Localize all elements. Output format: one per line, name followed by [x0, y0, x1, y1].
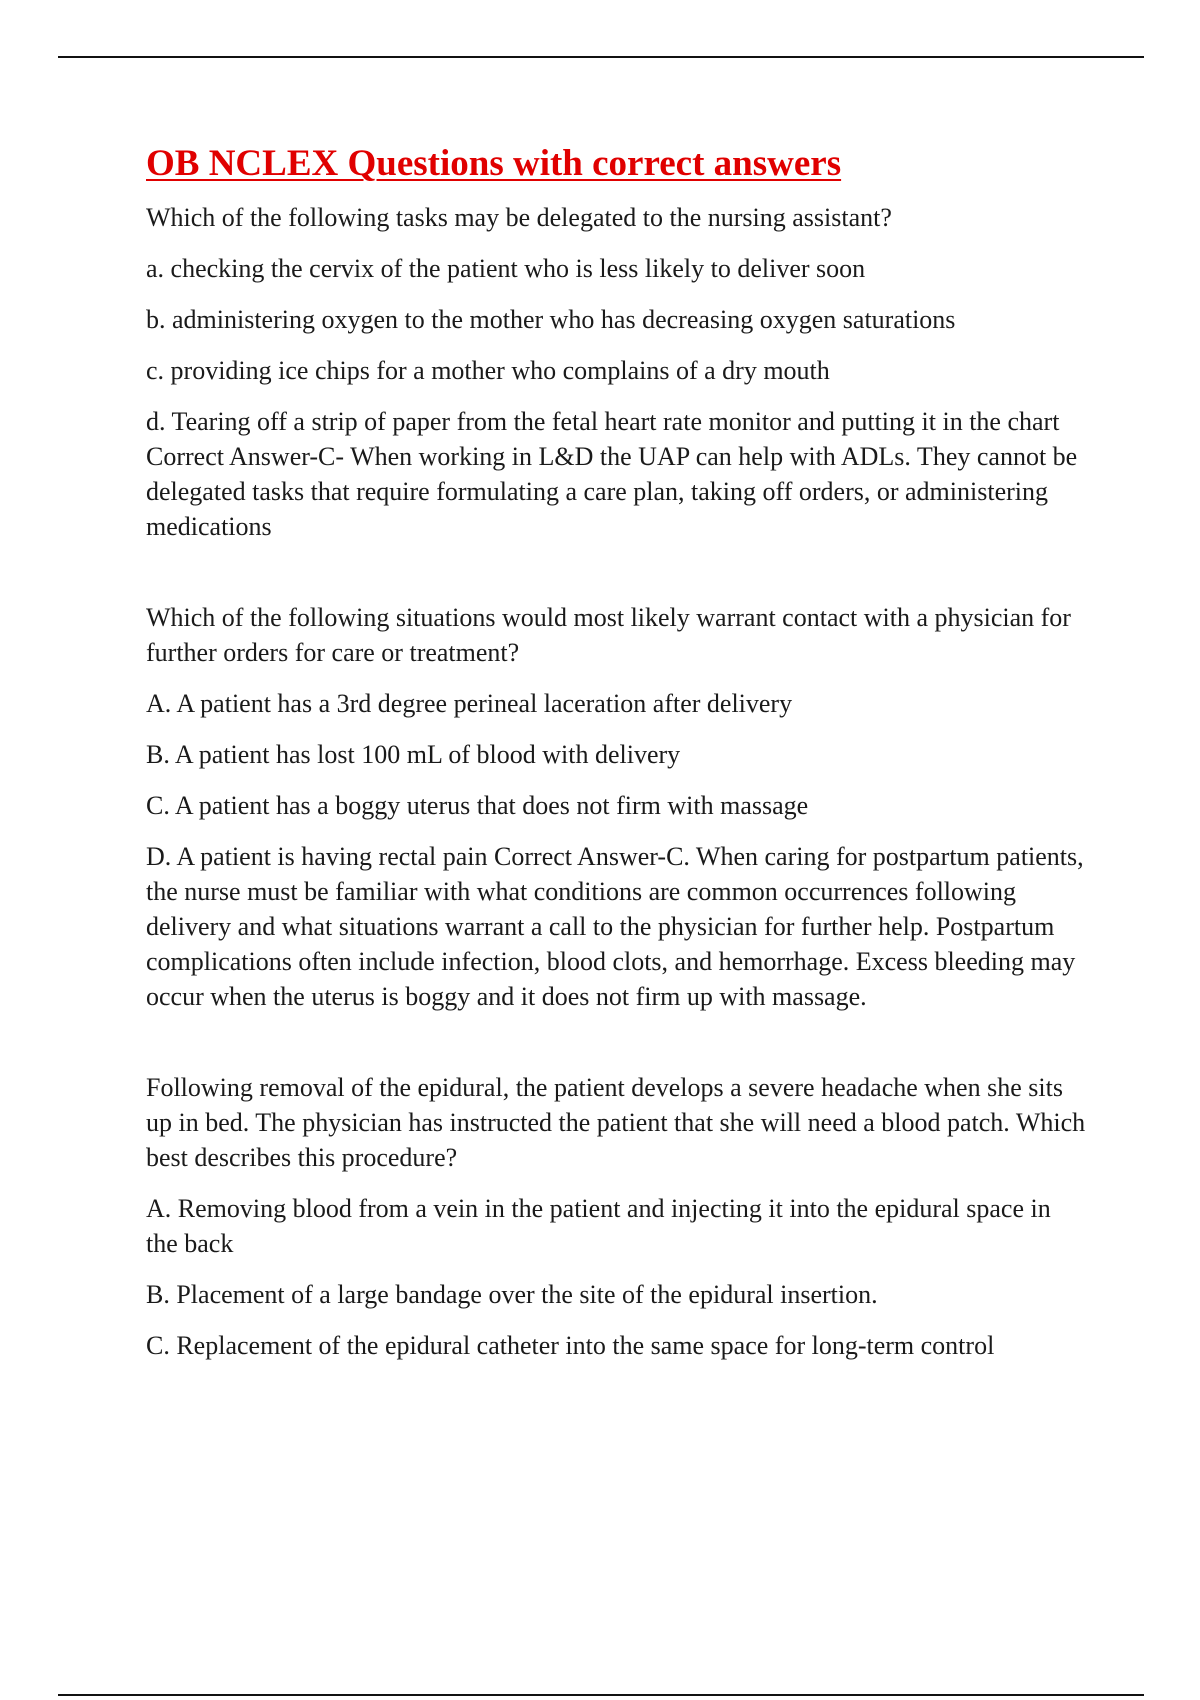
answer-option-with-rationale: d. Tearing off a strip of paper from the fetal heart rate monitor and putting it in the chart Correct Answer-C- When working in L&D the UAP can help with ADLs. They cannot be delegated tasks that require formulating a care plan, taking off orders, or administering medications — [146, 407, 1078, 541]
question-1 — [146, 200, 1086, 544]
question-stem: Which of the following tasks may be delegated to the nursing assistant? — [146, 203, 892, 232]
answer-option: a. checking the cervix of the patient who is less likely to deliver soon — [146, 254, 866, 283]
answer-option-with-rationale: D. A patient is having rectal pain Correct Answer-C. When caring for postpartum patients, the nurse must be familiar with what conditions are common occurrences following delivery and what situations warrant a call to the physician for further help. Postpartum complications often include infection, blood clots, and hemorrhage. Excess bleeding may occur when the uterus is boggy and it does not firm up with massage. — [146, 842, 1084, 1011]
question-stem: Which of the following situations would most likely warrant contact with a physician for further orders for care or treatment? — [146, 603, 1071, 667]
question-stem: Following removal of the epidural, the patient develops a severe headache when she sits up in bed. The physician has instructed the patient that she will need a blood patch. Which best describes this procedure? — [146, 1073, 1086, 1172]
answer-option: c. providing ice chips for a mother who complains of a dry mouth — [146, 356, 830, 385]
answer-option: C. A patient has a boggy uterus that does not firm with massage — [146, 791, 809, 820]
answer-option: b. administering oxygen to the mother who has decreasing oxygen saturations — [146, 305, 956, 334]
answer-option: A. Removing blood from a vein in the patient and injecting it into the epidural space in the back — [146, 1194, 1051, 1258]
question-2 — [146, 600, 1086, 1014]
top-divider — [58, 56, 1144, 58]
document-title: OB NCLEX Questions with correct answers — [146, 143, 842, 184]
answer-option: B. A patient has lost 100 mL of blood with delivery — [146, 740, 681, 769]
bottom-divider — [58, 1694, 1144, 1696]
question-3 — [146, 1070, 1086, 1363]
answer-option: C. Replacement of the epidural catheter into the same space for long-term control — [146, 1331, 995, 1360]
answer-option: B. Placement of a large bandage over the site of the epidural insertion. — [146, 1280, 878, 1309]
answer-option: A. A patient has a 3rd degree perineal laceration after delivery — [146, 689, 793, 718]
document-body — [146, 142, 1086, 1363]
